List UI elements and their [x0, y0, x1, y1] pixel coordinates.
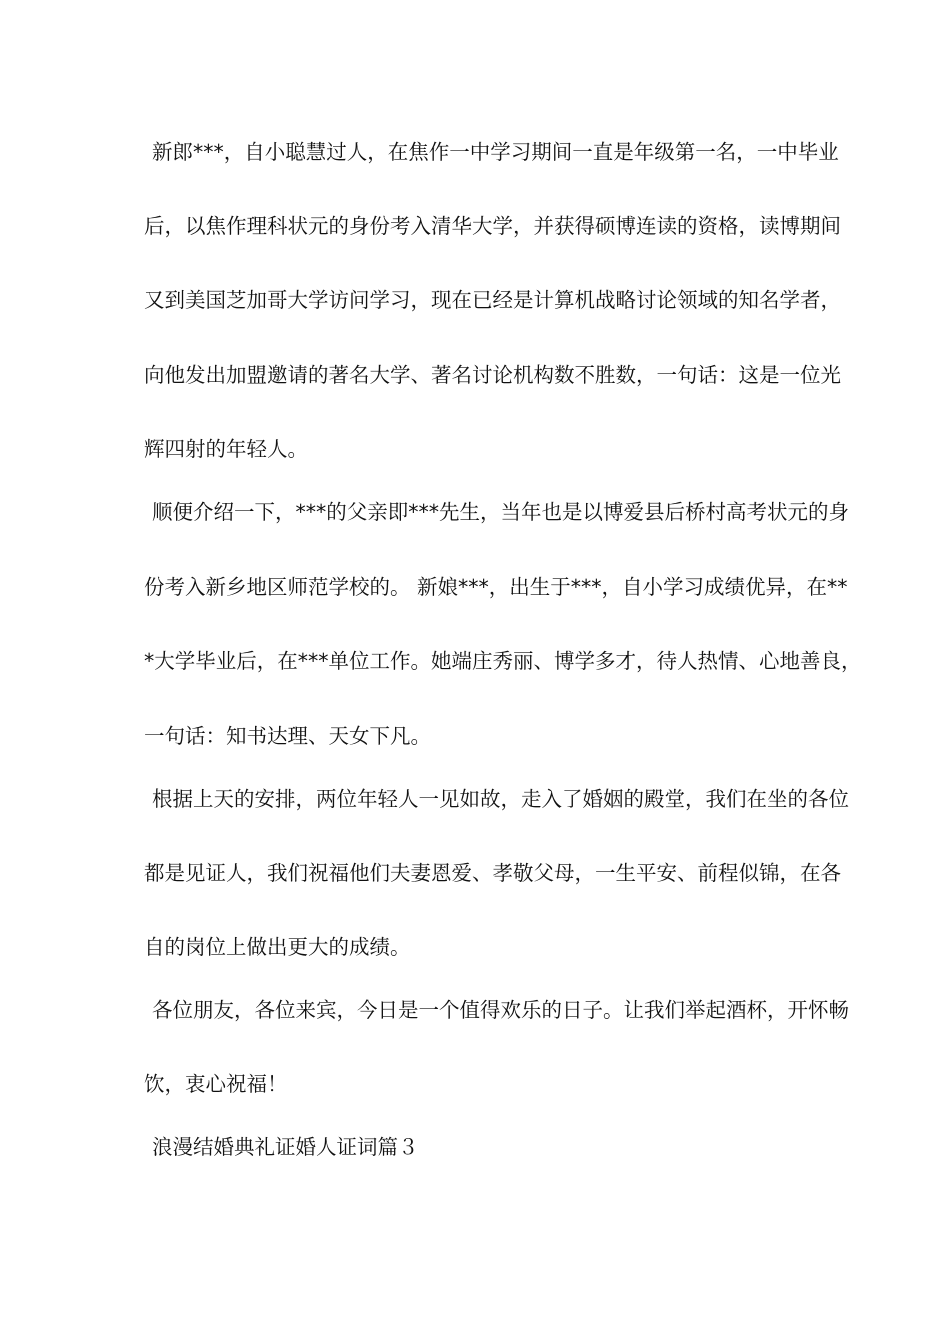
section-heading: 浪漫结婚典礼证婚人证词篇３ [152, 1135, 419, 1159]
paragraph-3-line-1: 根据上天的安排，两位年轻人一见如故，走入了婚姻的殿堂，我们在坐的各位 [152, 787, 849, 811]
paragraph-4-line-2: 饮，衷心祝福！ [144, 1072, 288, 1096]
paragraph-1-line-3: 又到美国芝加哥大学访问学习，现在已经是计算机战略讨论领域的知名学者， [144, 288, 841, 312]
paragraph-2-line-1: 顺便介绍一下，***的父亲即***先生，当年也是以博爱县后桥村高考状元的身 [152, 500, 849, 524]
paragraph-1-line-1: 新郎***，自小聪慧过人，在焦作一中学习期间一直是年级第一名，一中毕业 [152, 140, 839, 164]
paragraph-1-line-2: 后，以焦作理科状元的身份考入清华大学，并获得硕博连读的资格，读博期间 [144, 214, 841, 238]
paragraph-1-line-4: 向他发出加盟邀请的著名大学、著名讨论机构数不胜数，一句话：这是一位光 [144, 363, 841, 387]
paragraph-2-line-3: *大学毕业后，在***单位工作。她端庄秀丽、博学多才，待人热情、心地善良， [144, 649, 862, 673]
paragraph-1-line-5: 辉四射的年轻人。 [144, 437, 308, 461]
paragraph-4-line-1: 各位朋友，各位来宾，今日是一个值得欢乐的日子。让我们举起酒杯，开怀畅 [152, 998, 849, 1022]
paragraph-2-line-2: 份考入新乡地区师范学校的。 新娘***，出生于***，自小学习成绩优异，在** [144, 575, 848, 599]
paragraph-2-line-4: 一句话：知书达理、天女下凡。 [144, 724, 431, 748]
paragraph-3-line-3: 自的岗位上做出更大的成绩。 [144, 935, 411, 959]
paragraph-3-line-2: 都是见证人，我们祝福他们夫妻恩爱、孝敬父母，一生平安、前程似锦，在各 [144, 861, 841, 885]
